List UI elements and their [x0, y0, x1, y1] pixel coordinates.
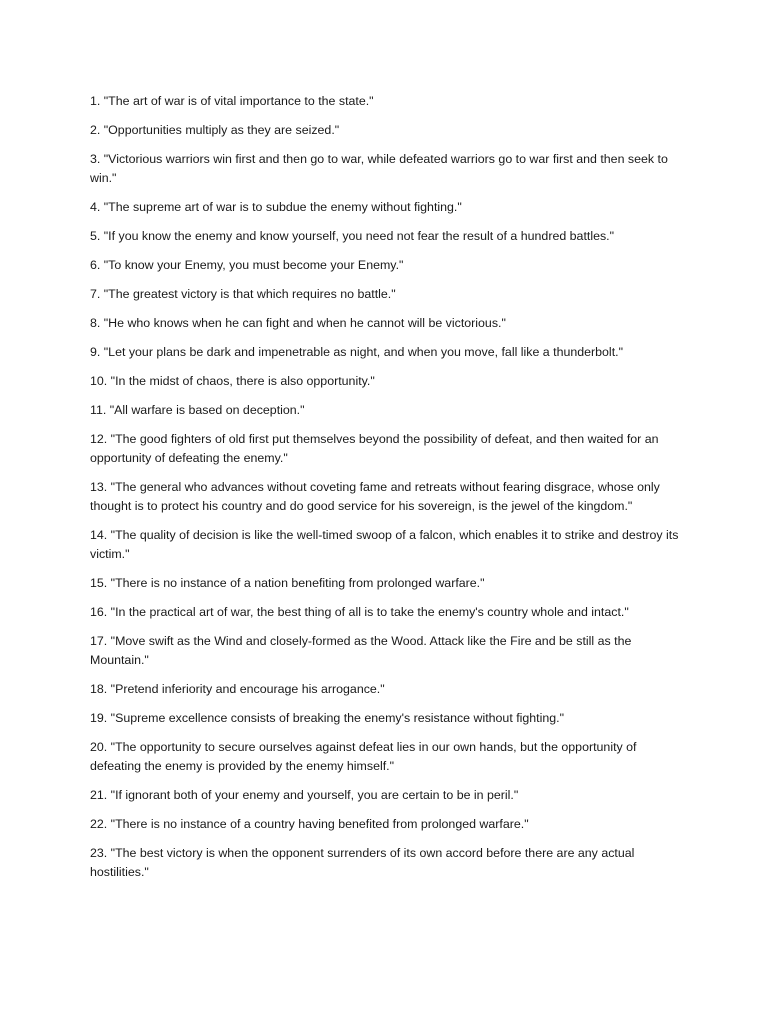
quote-item-5: 5. "If you know the enemy and know yourself, you need not fear the result of a hundred battles." [90, 229, 615, 243]
quote-item-23: 23. "The best victory is when the opponent surrenders of its own accord before there are any actual hostilities." [90, 846, 635, 879]
quote-item-13: 13. "The general who advances without coveting fame and retreats without fearing disgrace, whose only thought is to protect his country and do good service for his sovereign, is the jewel of the kingdom." [90, 480, 660, 513]
quote-item-20: 20. "The opportunity to secure ourselves against defeat lies in our own hands, but the opportunity of defeating the enemy is provided by the enemy himself." [90, 740, 637, 773]
quote-item-19: 19. "Supreme excellence consists of breaking the enemy's resistance without fighting." [90, 711, 564, 725]
quote-item-21: 21. "If ignorant both of your enemy and yourself, you are certain to be in peril." [90, 788, 519, 802]
quote-item-16: 16. "In the practical art of war, the best thing of all is to take the enemy's country whole and intact." [90, 605, 629, 619]
quote-item-12: 12. "The good fighters of old first put themselves beyond the possibility of defeat, and then waited for an opportunity of defeating the enemy." [90, 432, 659, 465]
quote-item-8: 8. "He who knows when he can fight and when he cannot will be victorious." [90, 316, 506, 330]
quote-item-3: 3. "Victorious warriors win first and then go to war, while defeated warriors go to war first and then seek to win." [90, 152, 668, 185]
quote-item-2: 2. "Opportunities multiply as they are seized." [90, 123, 340, 137]
quote-item-15: 15. "There is no instance of a nation benefiting from prolonged warfare." [90, 576, 485, 590]
quote-item-1: 1. "The art of war is of vital importance to the state." [90, 94, 374, 108]
quote-item-7: 7. "The greatest victory is that which requires no battle." [90, 287, 396, 301]
quote-item-17: 17. "Move swift as the Wind and closely-formed as the Wood. Attack like the Fire and be still as the Mountain." [90, 634, 632, 667]
quote-item-4: 4. "The supreme art of war is to subdue the enemy without fighting." [90, 200, 462, 214]
quote-item-11: 11. "All warfare is based on deception." [90, 403, 305, 417]
quote-list [90, 92, 690, 892]
quote-item-9: 9. "Let your plans be dark and impenetrable as night, and when you move, fall like a thunderbolt." [90, 345, 623, 359]
quote-item-18: 18. "Pretend inferiority and encourage his arrogance." [90, 682, 385, 696]
quote-item-6: 6. "To know your Enemy, you must become your Enemy." [90, 258, 404, 272]
quote-item-10: 10. "In the midst of chaos, there is also opportunity." [90, 374, 375, 388]
quote-item-22: 22. "There is no instance of a country having benefited from prolonged warfare." [90, 817, 529, 831]
quote-item-14: 14. "The quality of decision is like the well-timed swoop of a falcon, which enables it to strike and destroy its victim." [90, 528, 679, 561]
